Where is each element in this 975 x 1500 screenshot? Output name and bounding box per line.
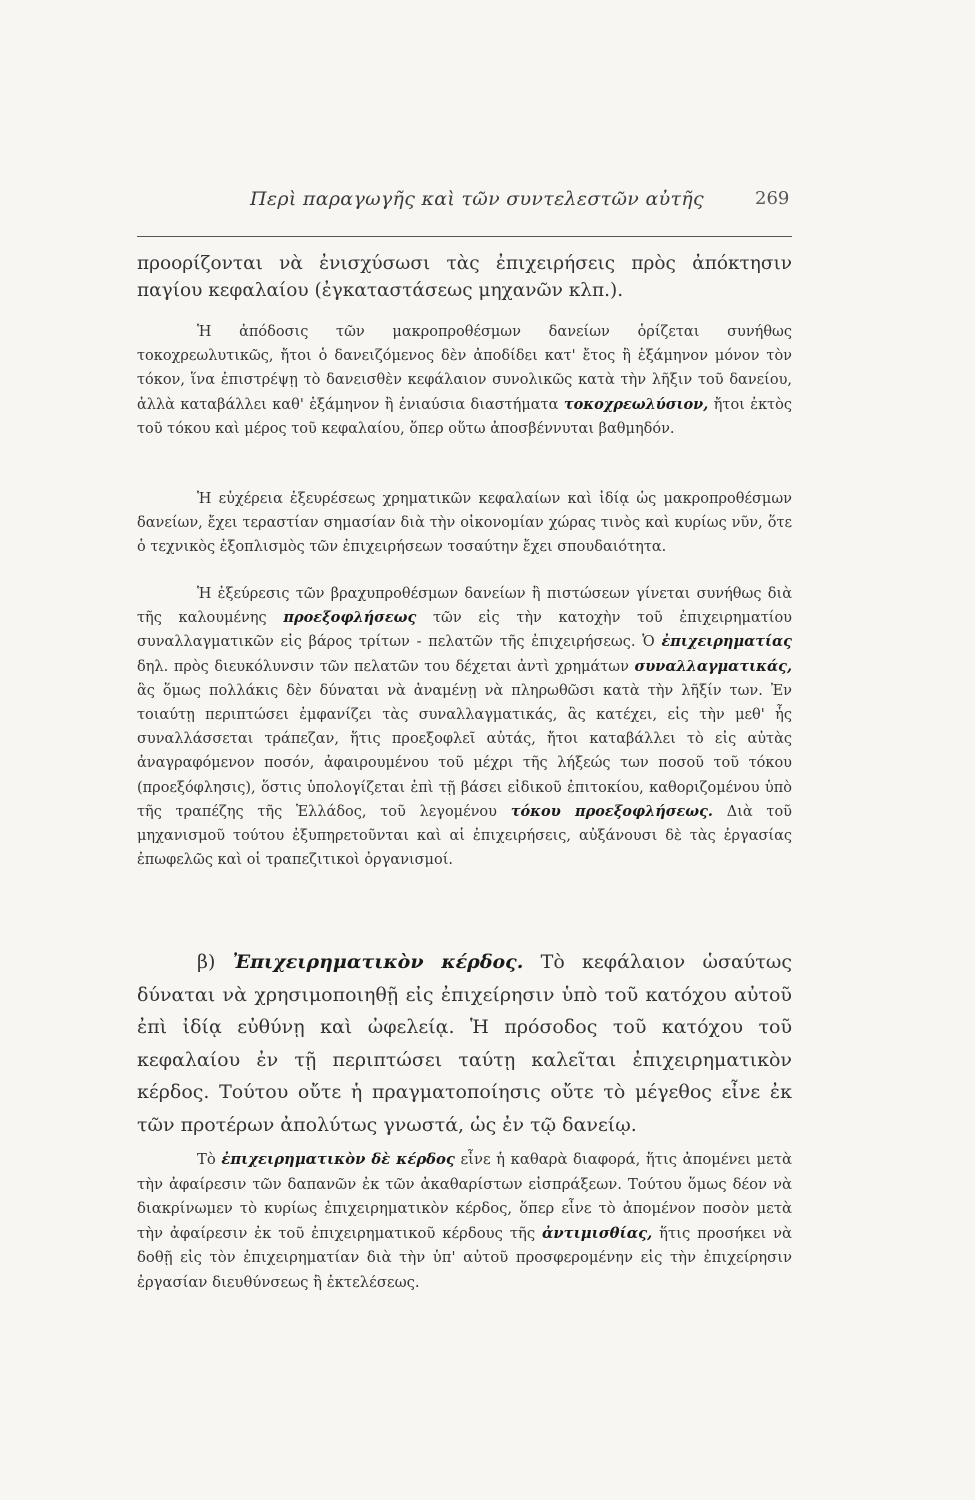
paragraph-capital-ease: Ἡ εὐχέρεια ἐξευρέσεως χρηματικῶν κεφαλαίων καὶ ἰδίᾳ ὡς μακροπροθέσμων δανείων, ἔχει τεραστίαν σημασίαν διὰ τὴν οἰκονομίαν χώρας τινὸς καὶ κυρίως νῦν, ὅτε ὁ τεχνικὸς ἐξοπλισμὸς τῶν ἐπιχειρήσεων τοσαύτην ἔχει σπουδαιότητα. bbox=[137, 491, 792, 556]
term-discount-interest: τόκου προεξοφλήσεως. bbox=[510, 802, 713, 820]
paragraph-entrepreneurial-profit: β) Ἐπιχειρηματικὸν κέρδος. Τὸ κεφάλαιον ὡσαύτως δύναται νὰ χρησιμοποιηθῇ εἰς ἐπιχείρησιν ὑπὸ τοῦ κατόχου αὐτοῦ ἐπὶ ἰδίᾳ εὐθύνῃ καὶ ὠφελείᾳ. Ἡ πρόσοδος τοῦ κατόχου τοῦ κεφαλαίου ἐν τῇ περιπτώσει ταύτῃ καλεῖται ἐπιχειρηματικὸν κέρδος. Τούτου οὔτε ἡ πραγματοποίησις οὔτε τὸ μέγεθος εἶνε ἐκ τῶν προτέρων ἀπολύτως γνωστά, ὡς ἐν τῷ δανείῳ. bbox=[137, 951, 792, 1136]
term-amortization: τοκοχρεωλύσιον, bbox=[563, 395, 709, 413]
section-heading: Ἐπιχειρηματικὸν κέρδος. bbox=[232, 951, 524, 973]
paragraph-profit-definition: Τὸ ἐπιχειρηματικὸν δὲ κέρδος εἶνε ἡ καθαρὰ διαφορά, ἥτις ἀπομένει μετὰ τὴν ἀφαίρεσιν τῶν δαπανῶν ἐκ τῶν ἀκαθαρίστων εἰσπράξεων. Τούτου ὅμως δέον νὰ διακρίνωμεν τὸ κυρίως ἐπιχειρηματικὸν κέρδος, ὅπερ εἶνε τὸ ἀπομένον ποσὸν μετὰ τὴν ἀφαίρεσιν ἐκ τοῦ ἐπιχειρηματικοῦ κέρδους τῆς ἀντιμισθίας, ἥτις προσήκει νὰ δοθῇ εἰς τὸν ἐπιχειρηματίαν διὰ τὴν ὑπ' αὐτοῦ προσφερομένην εἰς τὴν ἐπιχείρησιν ἐργασίαν διευθύνσεως ἢ ἐκτελέσεως. bbox=[137, 1151, 793, 1291]
page-number: 269 bbox=[755, 188, 790, 209]
header-rule bbox=[137, 236, 792, 237]
term-entrepreneur: ἐπιχειρηματίας bbox=[661, 633, 792, 651]
term-bills-of-exchange: συναλλαγματικάς, bbox=[634, 657, 792, 675]
paragraph-continuation: προορίζονται νὰ ἐνισχύσωσι τὰς ἐπιχειρήσεις πρὸς ἀπόκτησιν παγίου κεφαλαίου (ἐγκαταστάσεως μηχανῶν κλπ.). bbox=[137, 253, 792, 301]
term-remuneration: ἀντιμισθίας, bbox=[542, 1224, 653, 1242]
term-entrepreneurial-profit: ἐπιχειρηματικὸν δὲ κέρδος bbox=[221, 1151, 455, 1168]
paragraph-short-term-loans: Ἡ ἐξεύρεσις τῶν βραχυπροθέσμων δανείων ἢ πιστώσεων γίνεται συνήθως διὰ τῆς καλουμένης προεξοφλήσεως τῶν εἰς τὴν κατοχὴν τοῦ ἐπιχειρηματίου συναλλαγματικῶν εἰς βάρος τρίτων - πελατῶν τῆς ἐπιχειρήσεως. Ὁ ἐπιχειρηματίας δηλ. πρὸς διευκόλυνσιν τῶν πελατῶν του δέχεται ἀντὶ χρημάτων συναλλαγματικάς, ἃς ὅμως πολλάκις δὲν δύναται νὰ ἀναμένῃ νὰ πληρωθῶσι κατὰ τὴν λῆξίν των. Ἐν τοιαύτῃ περιπτώσει ἐμφανίζει τὰς συναλλαγματικάς, ἃς κατέχει, εἰς τὴν μεθ' ἧς συναλλάσσεται τράπεζαν, ἥτις προεξοφλεῖ αὐτάς, ἤτοι καταβάλλει τὸ εἰς αὐτὰς ἀναγραφόμενον ποσόν, ἀφαιρουμένου τοῦ μέχρι τῆς λήξεώς των ποσοῦ τοῦ τόκου (προεξόφλησις), ὅστις ὑπολογίζεται ἐπὶ τῇ βάσει εἰδικοῦ ἐπιτοκίου, καθοριζομένου ὑπὸ τῆς τραπέζης τῆς Ἑλλάδος, τοῦ λεγομένου τόκου προεξοφλήσεως. Διὰ τοῦ μηχανισμοῦ τούτου ἐξυπηρετοῦνται καὶ αἱ ἐπιχειρήσεις, αὐξάνουσι δὲ τὰς ἐργασίας ἐπωφελῶς καὶ οἱ τραπεζιτικοὶ ὀργανισμοί. bbox=[137, 586, 792, 869]
term-discounting: προεξοφλήσεως bbox=[283, 609, 417, 627]
running-header: Περὶ παραγωγῆς καὶ τῶν συντελεστῶν αὐτῆς bbox=[250, 188, 704, 210]
paragraph-repayment: Ἡ ἀπόδοσις τῶν μακροπροθέσμων δανείων ὁρίζεται συνήθως τοκοχρεωλυτικῶς, ἤτοι ὁ δανειζόμενος δὲν ἀποδίδει κατ' ἔτος ἢ ἑξάμηνον μόνον τὸν τόκον, ἵνα ἐπιστρέψῃ τὸ δανεισθὲν κεφάλαιον συνολικῶς κατὰ τὴν λῆξιν τοῦ δανείου, ἀλλὰ καταβάλλει καθ' ἑξάμηνον ἢ ἐνιαύσια διαστήματα τοκοχρεωλύσιον, ἤτοι ἐκτὸς τοῦ τόκου καὶ μέρος τοῦ κεφαλαίου, ὅπερ οὕτω ἀποσβέννυται βαθμηδόν. bbox=[137, 324, 793, 437]
